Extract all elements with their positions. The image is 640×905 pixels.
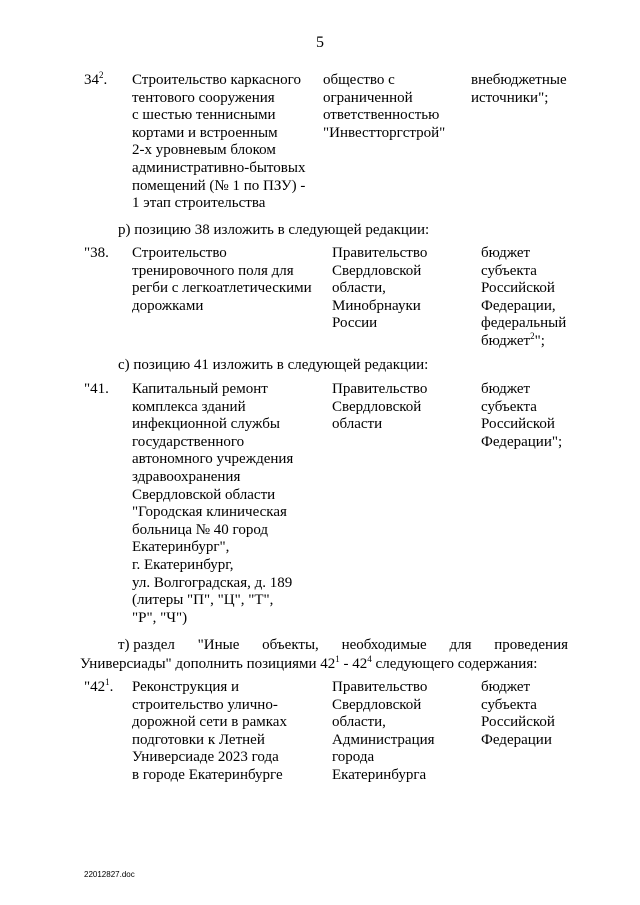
row-number: $34^2$. xyxy=(84,70,108,88)
object-name-cell: Строительство тренировочного поля для регби с легкоатлетическими дорожками xyxy=(132,245,312,314)
row-number: "$42^1$. xyxy=(84,677,114,695)
funding-cell: бюджет субъекта Российской Федерации xyxy=(481,679,555,748)
row-number: "41. xyxy=(84,381,109,397)
funding-cell: бюджет субъекта Российской Федерации"; xyxy=(481,381,563,450)
responsible-cell: Правительство Свердловской области, Администрация города Екатеринбурга xyxy=(332,679,435,783)
funding-cell: бюджет субъекта Российской Федерации, федеральный бюджет$^2$"; xyxy=(481,245,567,349)
object-name-cell: Строительство каркасного тентового сооружения с шестью теннисными кортами и встроенным 2-х уровневым блоком административно-бытовых помещений (№ 1 по ПЗУ) - 1 этап строительства xyxy=(132,72,306,212)
object-name-cell: Реконструкция и строительство улично- дорожной сети в рамках подготовки к Летней Универсиаде 2023 года в городе Екатеринбурге xyxy=(132,679,287,783)
object-name-cell: Капитальный ремонт комплекса зданий инфекционной службы государственного автономного учреждения здравоохранения Свердловской области "Городская клиническая больница № 40 город Екатеринбург", г. Екатеринбург, ул. Волгоградская, д. 189 (литеры "П", "Ц", "Т", "Р", "Ч") xyxy=(132,381,294,626)
paragraph-t-line2: Универсиады" дополнить позициями $42^1 - 42^4$ следующего содержания: xyxy=(80,654,538,672)
paragraph-s: с) позицию 41 изложить в следующей редакции: xyxy=(118,357,429,373)
page-number: 5 xyxy=(316,34,324,51)
responsible-cell: Правительство Свердловской области, Минобрнауки России xyxy=(332,245,428,332)
row-number: "38. xyxy=(84,245,109,261)
paragraph-r: р) позицию 38 изложить в следующей редакции: xyxy=(118,222,430,238)
responsible-cell: Правительство Свердловской области xyxy=(332,381,428,433)
funding-cell: внебюджетные источники"; xyxy=(471,72,567,106)
document-code: 22012827.doc xyxy=(84,870,135,879)
paragraph-t-line1: т) раздел "Иные объекты, необходимые для проведения xyxy=(118,637,568,653)
responsible-cell: общество с ограниченной ответственностью "Инвестторгстрой" xyxy=(323,72,446,141)
